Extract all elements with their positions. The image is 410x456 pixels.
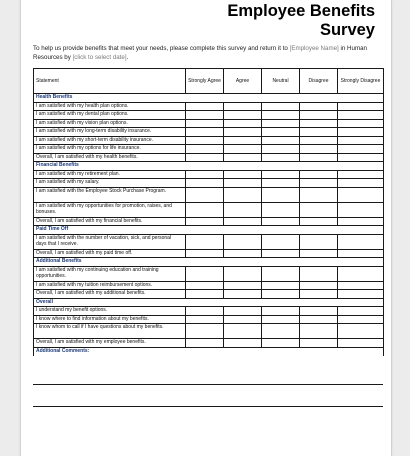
rating-cell-strongly-disagree[interactable]: [338, 324, 384, 339]
survey-table: [33, 68, 384, 356]
rating-cell-strongly-disagree[interactable]: [338, 111, 384, 120]
rating-cell-strongly-disagree[interactable]: [338, 136, 384, 145]
rating-cell-disagree[interactable]: [300, 128, 338, 137]
rating-cell-neutral[interactable]: [262, 153, 300, 162]
rating-cell-strongly-disagree[interactable]: [338, 187, 384, 202]
table-row: [34, 217, 384, 226]
rating-cell-strongly-disagree[interactable]: [338, 290, 384, 299]
rating-cell-neutral[interactable]: [262, 339, 300, 348]
rating-cell-neutral[interactable]: [262, 281, 300, 290]
rating-cell-agree[interactable]: [224, 119, 262, 128]
rating-cell-disagree[interactable]: [300, 136, 338, 145]
survey-page: [20, 0, 392, 456]
rating-cell-neutral[interactable]: [262, 179, 300, 188]
header-neutral: Neutral: [262, 69, 300, 94]
statement-cell: I am satisfied with my tuition reimbursement options.: [34, 281, 186, 290]
rating-cell-strongly-agree[interactable]: [186, 217, 224, 226]
rating-cell-disagree[interactable]: [300, 111, 338, 120]
rating-cell-agree[interactable]: [224, 136, 262, 145]
rating-cell-strongly-agree[interactable]: [186, 339, 224, 348]
rating-cell-strongly-disagree[interactable]: [338, 339, 384, 348]
table-row: [34, 315, 384, 324]
rating-cell-agree[interactable]: [224, 339, 262, 348]
table-row: [34, 281, 384, 290]
rating-cell-agree[interactable]: [224, 128, 262, 137]
comments-label: Additional Comments:: [34, 347, 384, 356]
rating-cell-strongly-disagree[interactable]: [338, 145, 384, 154]
header-strongly-agree: Strongly Agree: [186, 69, 224, 94]
survey-body: [34, 94, 384, 348]
table-row: [34, 136, 384, 145]
rating-cell-disagree[interactable]: [300, 249, 338, 258]
title-line-2: Survey: [319, 21, 375, 39]
rating-cell-agree[interactable]: [224, 281, 262, 290]
rating-cell-strongly-agree[interactable]: [186, 202, 224, 217]
statement-cell: I understand my benefit options.: [34, 307, 186, 316]
table-row: [34, 187, 384, 202]
rating-cell-disagree[interactable]: [300, 281, 338, 290]
rating-cell-agree[interactable]: [224, 202, 262, 217]
rating-cell-neutral[interactable]: [262, 324, 300, 339]
rating-cell-disagree[interactable]: [300, 119, 338, 128]
rating-cell-neutral[interactable]: [262, 234, 300, 249]
rating-cell-strongly-agree[interactable]: [186, 307, 224, 316]
section-header-row: [34, 162, 384, 171]
header-disagree: Disagree: [300, 69, 338, 94]
statement-cell: I am satisfied with my options for life insurance.: [34, 145, 186, 154]
statement-cell: I know whom to call if I have questions about my benefits.: [34, 324, 186, 339]
table-row: [34, 170, 384, 179]
rating-cell-strongly-agree[interactable]: [186, 119, 224, 128]
statement-cell: Overall, I am satisfied with my financial benefits.: [34, 217, 186, 226]
header-strongly-disagree: Strongly Disagree: [338, 69, 384, 94]
rating-cell-agree[interactable]: [224, 170, 262, 179]
section-header-row: [34, 298, 384, 307]
table-row: [34, 128, 384, 137]
table-row: [34, 153, 384, 162]
rating-cell-disagree[interactable]: [300, 202, 338, 217]
statement-cell: I am satisfied with the number of vacation, sick, and personal days that I receive.: [34, 234, 186, 249]
rating-cell-disagree[interactable]: [300, 307, 338, 316]
rating-cell-agree[interactable]: [224, 179, 262, 188]
rating-cell-strongly-disagree[interactable]: [338, 153, 384, 162]
rating-cell-strongly-disagree[interactable]: [338, 234, 384, 249]
rating-cell-agree[interactable]: [224, 315, 262, 324]
table-row: [34, 324, 384, 339]
intro-text-2: in Human Resources by: [33, 45, 367, 61]
table-row: [34, 111, 384, 120]
title-line-1: Employee Benefits: [227, 2, 375, 20]
rating-cell-disagree[interactable]: [300, 290, 338, 299]
statement-cell: I am satisfied with my opportunities for promotion, raises, and bonuses.: [34, 202, 186, 217]
rating-cell-agree[interactable]: [224, 102, 262, 111]
rating-cell-strongly-disagree[interactable]: [338, 281, 384, 290]
statement-cell: Overall, I am satisfied with my paid time off.: [34, 249, 186, 258]
rating-cell-strongly-disagree[interactable]: [338, 217, 384, 226]
table-row: [34, 307, 384, 316]
statement-cell: I am satisfied with my long-term disability insurance.: [34, 128, 186, 137]
rating-cell-disagree[interactable]: [300, 217, 338, 226]
table-row: [34, 179, 384, 188]
rating-cell-agree[interactable]: [224, 266, 262, 281]
header-statement: Statement: [34, 69, 186, 94]
rating-cell-agree[interactable]: [224, 234, 262, 249]
table-row: [34, 145, 384, 154]
section-header-row: [34, 94, 384, 103]
statement-cell: I am satisfied with my salary.: [34, 179, 186, 188]
statement-cell: I am satisfied with my health plan options.: [34, 102, 186, 111]
rating-cell-strongly-disagree[interactable]: [338, 307, 384, 316]
rating-cell-neutral[interactable]: [262, 217, 300, 226]
rating-cell-disagree[interactable]: [300, 339, 338, 348]
rating-cell-strongly-agree[interactable]: [186, 136, 224, 145]
table-row: [34, 266, 384, 281]
section-title: Financial Benefits: [34, 162, 384, 171]
rating-cell-disagree[interactable]: [300, 234, 338, 249]
table-row: [34, 234, 384, 249]
table-row: [34, 119, 384, 128]
intro-paragraph: [33, 45, 383, 62]
table-row: [34, 102, 384, 111]
rating-cell-neutral[interactable]: [262, 119, 300, 128]
statement-cell: I am satisfied with my continuing education and training opportunities.: [34, 266, 186, 281]
header-agree: Agree: [224, 69, 262, 94]
rating-cell-disagree[interactable]: [300, 145, 338, 154]
page-title: [227, 2, 375, 40]
date-picker-field[interactable]: [click to select date]: [72, 53, 127, 61]
table-row: [34, 290, 384, 299]
section-title: Health Benefits: [34, 94, 384, 103]
rating-cell-neutral[interactable]: [262, 249, 300, 258]
rating-cell-neutral[interactable]: [262, 170, 300, 179]
rating-cell-agree[interactable]: [224, 187, 262, 202]
rating-cell-strongly-agree[interactable]: [186, 153, 224, 162]
rating-cell-strongly-agree[interactable]: [186, 324, 224, 339]
rating-cell-disagree[interactable]: [300, 315, 338, 324]
section-title: Paid Time Off: [34, 226, 384, 235]
rating-cell-strongly-disagree[interactable]: [338, 249, 384, 258]
rating-cell-neutral[interactable]: [262, 111, 300, 120]
rating-cell-strongly-agree[interactable]: [186, 170, 224, 179]
rating-cell-agree[interactable]: [224, 307, 262, 316]
rating-cell-disagree[interactable]: [300, 153, 338, 162]
statement-cell: I am satisfied with my dental plan options.: [34, 111, 186, 120]
rating-cell-strongly-disagree[interactable]: [338, 179, 384, 188]
comment-line[interactable]: [33, 406, 383, 407]
rating-cell-strongly-disagree[interactable]: [338, 202, 384, 217]
section-title: Additional Benefits: [34, 258, 384, 267]
rating-cell-strongly-agree[interactable]: [186, 179, 224, 188]
rating-cell-agree[interactable]: [224, 153, 262, 162]
rating-cell-strongly-agree[interactable]: [186, 145, 224, 154]
rating-cell-disagree[interactable]: [300, 324, 338, 339]
rating-cell-neutral[interactable]: [262, 136, 300, 145]
employee-name-field[interactable]: [Employee Name]: [289, 45, 339, 52]
rating-cell-disagree[interactable]: [300, 170, 338, 179]
rating-cell-neutral[interactable]: [262, 315, 300, 324]
rating-cell-strongly-agree[interactable]: [186, 266, 224, 281]
rating-cell-strongly-disagree[interactable]: [338, 119, 384, 128]
rating-cell-disagree[interactable]: [300, 102, 338, 111]
section-title: Overall: [34, 298, 384, 307]
statement-cell: Overall, I am satisfied with my health benefits.: [34, 153, 186, 162]
statement-cell: I am satisfied with my retirement plan.: [34, 170, 186, 179]
rating-cell-strongly-agree[interactable]: [186, 249, 224, 258]
rating-cell-neutral[interactable]: [262, 145, 300, 154]
rating-cell-disagree[interactable]: [300, 179, 338, 188]
statement-cell: I know where to find information about my benefits.: [34, 315, 186, 324]
section-header-row: [34, 258, 384, 267]
rating-cell-disagree[interactable]: [300, 187, 338, 202]
rating-cell-neutral[interactable]: [262, 128, 300, 137]
rating-cell-strongly-disagree[interactable]: [338, 128, 384, 137]
rating-cell-disagree[interactable]: [300, 266, 338, 281]
statement-cell: I am satisfied with my vision plan options.: [34, 119, 186, 128]
rating-cell-strongly-disagree[interactable]: [338, 315, 384, 324]
table-row: [34, 339, 384, 348]
rating-cell-neutral[interactable]: [262, 307, 300, 316]
rating-cell-neutral[interactable]: [262, 102, 300, 111]
rating-cell-strongly-disagree[interactable]: [338, 266, 384, 281]
table-row: [34, 249, 384, 258]
statement-cell: Overall, I am satisfied with my additional benefits.: [34, 290, 186, 299]
rating-cell-strongly-agree[interactable]: [186, 315, 224, 324]
rating-cell-agree[interactable]: [224, 111, 262, 120]
rating-cell-neutral[interactable]: [262, 187, 300, 202]
rating-cell-agree[interactable]: [224, 145, 262, 154]
rating-cell-strongly-agree[interactable]: [186, 187, 224, 202]
rating-cell-strongly-disagree[interactable]: [338, 102, 384, 111]
statement-cell: I am satisfied with the Employee Stock Purchase Program.: [34, 187, 186, 202]
rating-cell-strongly-agree[interactable]: [186, 102, 224, 111]
rating-cell-agree[interactable]: [224, 324, 262, 339]
rating-cell-agree[interactable]: [224, 217, 262, 226]
intro-text-3: .: [126, 53, 129, 61]
rating-cell-agree[interactable]: [224, 290, 262, 299]
statement-cell: I am satisfied with my short-term disability insurance.: [34, 136, 186, 145]
rating-cell-strongly-agree[interactable]: [186, 290, 224, 299]
rating-cell-strongly-agree[interactable]: [186, 128, 224, 137]
rating-cell-neutral[interactable]: [262, 202, 300, 217]
comment-line[interactable]: [33, 384, 383, 385]
rating-cell-agree[interactable]: [224, 249, 262, 258]
intro-text-1: To help us provide benefits that meet your needs, please complete this survey and return it to: [33, 45, 290, 52]
comments-row: [34, 347, 384, 356]
rating-cell-strongly-disagree[interactable]: [338, 170, 384, 179]
rating-cell-strongly-agree[interactable]: [186, 234, 224, 249]
section-header-row: [34, 226, 384, 235]
statement-cell: Overall, I am satisfied with my employee benefits.: [34, 339, 186, 348]
table-header-row: [34, 69, 384, 94]
rating-cell-neutral[interactable]: [262, 290, 300, 299]
rating-cell-strongly-agree[interactable]: [186, 281, 224, 290]
rating-cell-neutral[interactable]: [262, 266, 300, 281]
table-row: [34, 202, 384, 217]
rating-cell-strongly-agree[interactable]: [186, 111, 224, 120]
